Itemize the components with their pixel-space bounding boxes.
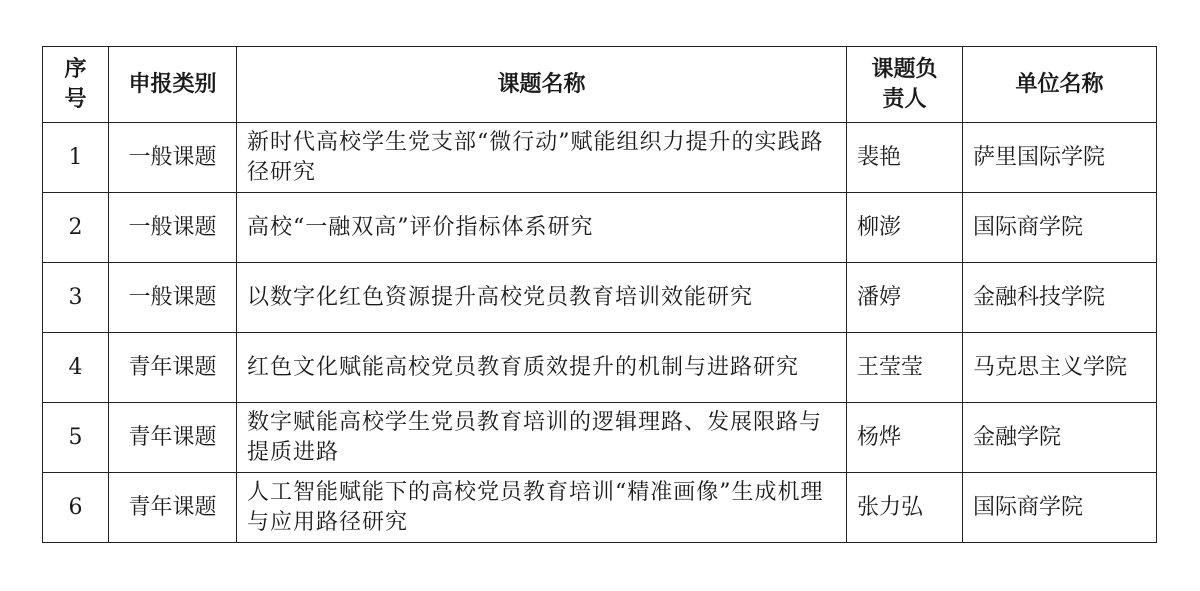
row-index: 2: [43, 193, 109, 263]
header-title: 课题名称: [237, 47, 847, 123]
row-category: 一般课题: [109, 193, 237, 263]
row-title: 新时代高校学生党支部“微行动”赋能组织力提升的实践路径研究: [237, 123, 847, 193]
row-index: 4: [43, 333, 109, 403]
row-category: 青年课题: [109, 333, 237, 403]
row-leader: 潘婷: [847, 263, 963, 333]
row-unit: 金融科技学院: [963, 263, 1157, 333]
row-unit: 萨里国际学院: [963, 123, 1157, 193]
row-leader: 王莹莹: [847, 333, 963, 403]
header-index: 序号: [43, 47, 109, 123]
row-index: 6: [43, 473, 109, 543]
row-unit: 国际商学院: [963, 193, 1157, 263]
row-category: 青年课题: [109, 403, 237, 473]
row-unit: 马克思主义学院: [963, 333, 1157, 403]
row-leader: 杨烨: [847, 403, 963, 473]
header-unit: 单位名称: [963, 47, 1157, 123]
row-index: 5: [43, 403, 109, 473]
table-row: [43, 123, 1157, 193]
row-title: 高校“一融双高”评价指标体系研究: [237, 193, 847, 263]
document-table-wrapper: [42, 46, 1157, 543]
row-title: 以数字化红色资源提升高校党员教育培训效能研究: [237, 263, 847, 333]
row-title: 数字赋能高校学生党员教育培训的逻辑理路、发展限路与提质进路: [237, 403, 847, 473]
table-row: [43, 473, 1157, 543]
row-category: 青年课题: [109, 473, 237, 543]
table-header-row: [43, 47, 1157, 123]
project-table: [42, 46, 1157, 543]
row-title: 红色文化赋能高校党员教育质效提升的机制与进路研究: [237, 333, 847, 403]
row-category: 一般课题: [109, 123, 237, 193]
table-row: [43, 263, 1157, 333]
row-unit: 国际商学院: [963, 473, 1157, 543]
table-row: [43, 333, 1157, 403]
table-row: [43, 403, 1157, 473]
header-leader: 课题负责人: [847, 47, 963, 123]
row-index: 3: [43, 263, 109, 333]
row-leader: 裴艳: [847, 123, 963, 193]
row-unit: 金融学院: [963, 403, 1157, 473]
row-category: 一般课题: [109, 263, 237, 333]
table-row: [43, 193, 1157, 263]
row-leader: 柳澎: [847, 193, 963, 263]
row-title: 人工智能赋能下的高校党员教育培训“精准画像”生成机理与应用路径研究: [237, 473, 847, 543]
row-leader: 张力弘: [847, 473, 963, 543]
header-category: 申报类别: [109, 47, 237, 123]
row-index: 1: [43, 123, 109, 193]
